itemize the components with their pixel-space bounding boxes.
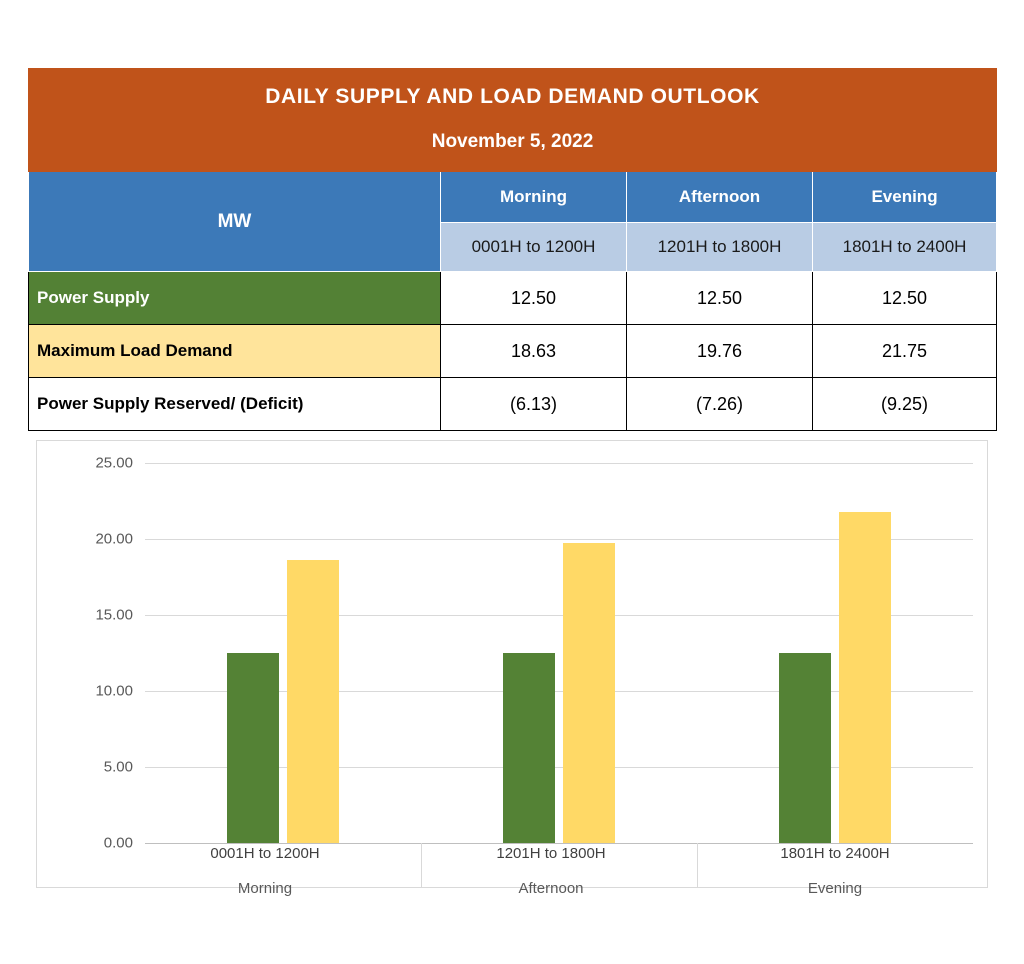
unit-header: MW	[29, 172, 441, 272]
cell-power-supply-afternoon: 12.50	[627, 272, 813, 325]
page-title: DAILY SUPPLY AND LOAD DEMAND OUTLOOK	[265, 85, 760, 108]
chart-bar-power-supply-0	[227, 653, 279, 843]
header-period-evening: Evening	[813, 172, 997, 223]
chart-bar-power-supply-1	[503, 653, 555, 843]
chart-y-tick-label: 10.00	[95, 682, 133, 700]
row-label-power-supply: Power Supply	[29, 272, 441, 325]
chart-gridline	[145, 843, 973, 844]
chart-gridline	[145, 463, 973, 464]
chart-category-period-evening: Evening	[807, 880, 863, 897]
chart-bar-power-supply-2	[779, 653, 831, 843]
chart-category-time-evening: 1801H to 2400H	[780, 845, 890, 862]
chart-category-period-morning: Morning	[237, 880, 293, 897]
cell-power-supply-evening: 12.50	[813, 272, 997, 325]
chart-category-period-afternoon: Afternoon	[518, 880, 584, 897]
cell-reserve-morning: (6.13)	[441, 378, 627, 431]
chart-bar-maximum-load-demand-2	[839, 512, 891, 843]
chart-category-morning	[149, 845, 381, 897]
supply-demand-table	[28, 68, 996, 431]
chart-bar-maximum-load-demand-0	[287, 560, 339, 843]
header-period-morning: Morning	[441, 172, 627, 223]
chart-bar-maximum-load-demand-1	[563, 543, 615, 843]
chart-category-evening	[719, 845, 951, 897]
chart-category-time-afternoon: 1201H to 1800H	[496, 845, 606, 862]
chart-y-tick-label: 25.00	[95, 454, 133, 472]
header-period-afternoon: Afternoon	[627, 172, 813, 223]
chart-plot-area	[95, 454, 973, 852]
header-time-afternoon: 1201H to 1800H	[627, 223, 813, 272]
report-date: November 5, 2022	[431, 131, 594, 152]
row-label-reserve-deficit: Power Supply Reserved/ (Deficit)	[29, 378, 441, 431]
header-time-morning: 0001H to 1200H	[441, 223, 627, 272]
chart-y-tick-label: 0.00	[103, 834, 133, 852]
chart-y-tick-label: 15.00	[95, 606, 133, 624]
cell-power-supply-morning: 12.50	[441, 272, 627, 325]
chart-category-time-morning: 0001H to 1200H	[210, 845, 320, 862]
chart-y-tick-label: 20.00	[95, 530, 133, 548]
supply-demand-chart	[36, 440, 988, 897]
cell-max-load-morning: 18.63	[441, 325, 627, 378]
cell-reserve-afternoon: (7.26)	[627, 378, 813, 431]
table-row	[29, 272, 997, 325]
chart-y-tick-label: 5.00	[103, 758, 133, 776]
row-label-max-load-demand: Maximum Load Demand	[29, 325, 441, 378]
chart-category-afternoon	[435, 845, 667, 897]
chart-category-separator	[697, 843, 698, 887]
table-header-period-row	[29, 172, 997, 223]
cell-max-load-evening: 21.75	[813, 325, 997, 378]
table-row	[29, 378, 997, 431]
table-row	[29, 325, 997, 378]
table-title-row	[29, 69, 997, 172]
title-cell	[29, 69, 997, 172]
chart-category-separator	[421, 843, 422, 887]
header-time-evening: 1801H to 2400H	[813, 223, 997, 272]
cell-max-load-afternoon: 19.76	[627, 325, 813, 378]
cell-reserve-evening: (9.25)	[813, 378, 997, 431]
